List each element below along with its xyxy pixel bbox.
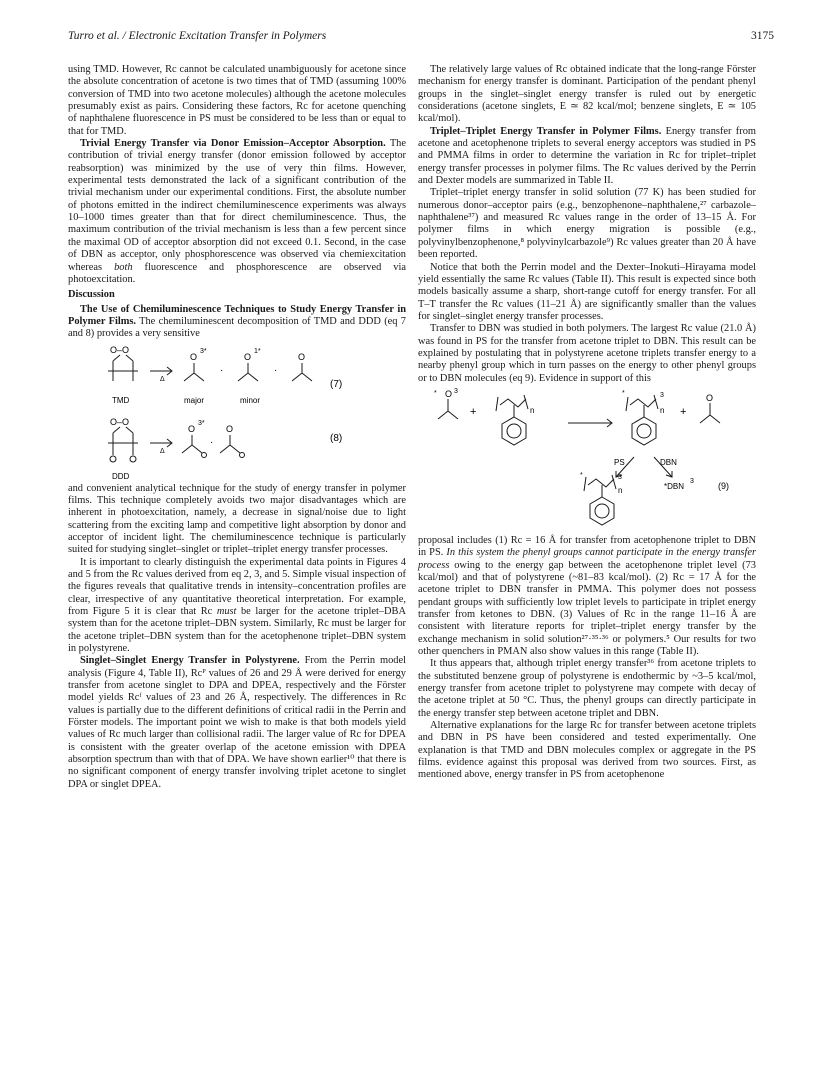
- ddd-label: DDD: [112, 471, 130, 481]
- paragraph: [418, 535, 756, 658]
- emphasis: must: [216, 606, 237, 617]
- oxygen-label: O: [226, 423, 234, 434]
- triplet-superscript: 3: [454, 387, 458, 395]
- paragraph-text: From the Perrin model analysis (Figure 4, Table II), Rcᴾ values of 26 and 29 Å were derived for energy transfer from acetone singlet to DPA and DPEA, respectively and the Förster model yields Rcᶠ values of 23 and 26 Å, respectively. The differences in Rc values is partially due to the different definitions of critical radii in the Perrin and Förster models. The important point we wish to make is that both models yield values of Rc much larger than collisional radii. The larger value of Rc for DPEA is consistent with the greater overlap of the acetone emission with DPEA absorption spectrum than with that of DPA. We have shown earlier¹⁰ that there is no significant component of energy transfer involving triplet acetone to singlet DPA or singlet DPEA.: [68, 655, 406, 790]
- dbn-excited-label: *DBN: [664, 481, 685, 491]
- paragraph: Alternative explanations for the large Rc for transfer between acetone triplets and DBN in PS have been considered and tested experimentally. One explanation is that TMD and DBN molecules complex or aggregate in the PS films. evidence against this proposal was derived from two sources. First, as mentioned above, energy transfer in PS from acetophenone: [418, 720, 756, 781]
- equation-number: (7): [330, 378, 343, 390]
- paragraph: Triplet–triplet energy transfer in solid solution (77 K) has been studied for numerous donor–acceptor pairs (e.g., benzophenone–naphthalene,²⁷ carbazole–naphthalene³⁷) and measured Rc values range in the order of 13–15 Å. For polymer films in which energy migration is possible (e.g., polyvinylbenzophenone,⁸ polyvinylcarbazole⁹) Rc values greater than 20 Å have been reported.: [418, 187, 756, 261]
- paragraph: and convenient analytical technique for the study of energy transfer in polymer films. This technique completely avoids two major disadvantages which are inherent in photoexcitation, namely, a decrease in signal/noise due to light scattering from the exciting lamp and competitive light absorption by donor and acceptor of incident light. The chemiluminescence technique is particularly suited for studying singlet–singlet or triplet–triplet energy transfer processes.: [68, 482, 406, 556]
- oxygen-label: O: [298, 351, 306, 362]
- running-title: Turro et al. / Electronic Excitation Transfer in Polymers: [68, 30, 327, 42]
- paragraph: Notice that both the Perrin model and the Dexter–Inokuti–Hirayama model yield essentially the same Rc values (Table II). This result is expected since both models basically assume a sharp, short-range cutoff for energy transfer. For all T–T transfer the Rc values (11–21 Å) are significantly smaller than the values for singlet–singlet energy transfer processes.: [418, 261, 756, 322]
- paragraph-text: Energy transfer from acetone and acetophenone triplets to several energy acceptors was studied in PS and PMMA films in order to determine the variation in Rc for triplet–triplet energy transfer processes in polymer films. The Rc values derived by the Perrin and Dexter models are summarized in Table II.: [418, 125, 756, 187]
- section-heading: Singlet–Singlet Energy Transfer in Polystyrene.: [80, 655, 300, 667]
- major-label: major: [184, 395, 205, 405]
- triplet-superscript: 3: [660, 391, 664, 399]
- paragraph: [418, 126, 756, 188]
- paragraph: The relatively large values of Rc obtained indicate that the long-range Förster mechanism for energy transfer is dominant. Participation of the pendant phenyl groups in the singlet–singlet energy transfer is ruled out by energetic considerations (acetone singlets, E ≃ 82 kcal/mol; benzene singlets, E ≃ 105 kcal/mol).: [418, 64, 756, 125]
- equation-9-diagram: [418, 385, 756, 535]
- bullet: ·: [220, 364, 224, 376]
- n-subscript: n: [660, 405, 665, 415]
- peroxide-label: O–O: [110, 416, 130, 427]
- paragraph-text: owing to the energy gap between the acetophenone triplet level (73 kcal/mol) and that of polystyrene (~81–83 kcal/mol). (2) Rc = 17 Å for the acetone triplet to DBN transfer in PMMA. This polymer does not possess pendant groups with sufficiently low triplet levels to participate in triplet energy transfer from ketones to DBN. (3) Values of Rc in the range 11–16 Å are consistent with literature reports for triplet–triplet energy transfer by the exchange mechanism in solid solution²⁷·³⁵·³⁶ or polymers.⁵ Our results for two other quenchers in PMAN also show values in this range (Table II).: [418, 559, 756, 658]
- paragraph-text: The chemiluminescent decomposition of TMD and DDD (eq 7 and 8) provides a very sensitive: [68, 315, 406, 340]
- right-column: [418, 64, 756, 782]
- dbn-label: DBN: [660, 457, 677, 467]
- paragraph-text: It is important to clearly distinguish the experimental data points in Figures 4 and 5 from the Rc values derived from eq 2, 3, and 5. Simple visual inspection of the figures reveals that qualitative trends in intensity–concentration profiles are clear, irrespective of any quantitative theoretical interpretation. For example, from Figure 5 it is clear that Rc: [68, 556, 406, 617]
- equation-8-scheme: [68, 411, 406, 483]
- oxygen-label: O: [706, 392, 714, 403]
- triplet-superscript: 3*: [200, 347, 207, 355]
- paragraph: Transfer to DBN was studied in both polymers. The largest Rc value (21.0 Å) was found in PS for the transfer from acetone triplet to DBN. This result can be explained by postulating that in polystyrene acetone triplets transfer energy to a nearby phenyl group which in turn passes on the energy to other phenyl groups or to DBN molecules (eq 9). Evidence in support of this: [418, 323, 756, 384]
- equation-8-diagram: [68, 411, 406, 483]
- oxygen-label: O: [190, 351, 198, 362]
- triplet-superscript: 3: [690, 477, 694, 485]
- equation-9-scheme: [418, 385, 756, 535]
- section-heading: Triplet–Triplet Energy Transfer in Polymer Films.: [430, 125, 662, 137]
- emphasis: In this system the phenyl groups cannot participate in the energy transfer process: [418, 547, 756, 571]
- oxygen-label: O: [188, 423, 196, 434]
- discussion-heading: Discussion: [68, 289, 115, 301]
- triplet-superscript: 3*: [198, 419, 205, 427]
- peroxide-label: O–O: [110, 344, 130, 355]
- delta-label: Δ: [160, 447, 165, 455]
- singlet-superscript: 1*: [254, 347, 261, 355]
- bullet: ·: [274, 364, 278, 376]
- plus-sign: +: [470, 405, 477, 418]
- left-column: [68, 64, 406, 791]
- triplet-superscript: 3: [618, 473, 622, 481]
- tmd-label: TMD: [112, 395, 130, 405]
- running-header: [68, 30, 774, 46]
- delta-label: Δ: [160, 375, 165, 383]
- paragraph: using TMD. However, Rc cannot be calculated unambiguously for acetone since the absolute concentration of acetone is two times that of TMD (assuming 100% conversion of TMD into two acetone molecules) although the acetone molecules presumably exist as pairs. Considering these factors, Rc for acetone quenching of naphthalene fluorescence in PS must be considered to be less than or equal to that for TMD.: [68, 64, 406, 137]
- equation-number: (9): [718, 480, 729, 491]
- paragraph: [68, 557, 406, 656]
- paragraph: [68, 655, 406, 791]
- oxygen-label: O: [244, 351, 252, 362]
- n-subscript: n: [618, 485, 623, 495]
- paragraph: It thus appears that, although triplet energy transfer³⁶ from acetone triplets to the substituted benzene group of polystyrene is endothermic by ~3–5 kcal/mol, energy transfer from acetone triplet to polystyrene may compete with decay of the acetone triplet at 50 °C. Thus, the phenyl groups can directly participate in the energy transfer step between acetone triplet and DBN.: [418, 658, 756, 719]
- paragraph-text: fluorescence and phosphorescence are observed via photoexcitation.: [68, 261, 406, 285]
- equation-7-diagram: [68, 341, 406, 411]
- star-label: *: [622, 389, 625, 397]
- equation-7-scheme: [68, 341, 406, 411]
- star-label: *: [434, 389, 437, 397]
- paragraph-text: The contribution of trivial energy transfer (donor emission followed by acceptor reabsorption) was minimized by the use of very thin films. However, experimental tests demonstrated the lack of a significant contribution of the trivial mechanism under our experimental conditions. First, the absolute number of photons emitted in the indirect chemiluminescence experiments was always 10–1000 times greater than that for direct chemiluminescence. Thus, the maximum contribution of the trivial mechanism is less than a few percent since the maximal OD of acceptor absorption did not exceed 0.1. Second, in the case of DBN as acceptor, only phosphorescence was observed via chemiexcitation whereas: [68, 138, 406, 273]
- paragraph-text: proposal includes (1) Rc = 16 Å for transfer from acetophenone triplet to DBN in PS.: [418, 534, 756, 559]
- ps-label: PS: [614, 457, 625, 467]
- bullet: ·: [210, 436, 214, 448]
- n-subscript: n: [530, 405, 535, 415]
- paragraph-text: be larger for the acetone triplet–DBA system than for the acetone triplet–DBN system. Similarly, Rc must be larger for the acetone triplet–DBN system than for the acetophenone triplet–DBN system in polystyrene.: [68, 606, 406, 655]
- section-heading: Trivial Energy Transfer via Donor Emission–Acceptor Absorption.: [80, 138, 386, 150]
- plus-sign: +: [680, 405, 687, 418]
- paragraph: [68, 304, 406, 341]
- equation-number: (8): [330, 432, 343, 444]
- minor-label: minor: [240, 395, 261, 405]
- paragraph: [68, 138, 406, 286]
- page-number: 3175: [751, 30, 774, 42]
- star-label: *: [580, 471, 583, 479]
- oxygen-label: O: [445, 388, 453, 399]
- emphasis: both: [114, 261, 133, 273]
- section-heading: The Use of Chemiluminescence Techniques to Study Energy Transfer in Polymer Films.: [68, 303, 406, 327]
